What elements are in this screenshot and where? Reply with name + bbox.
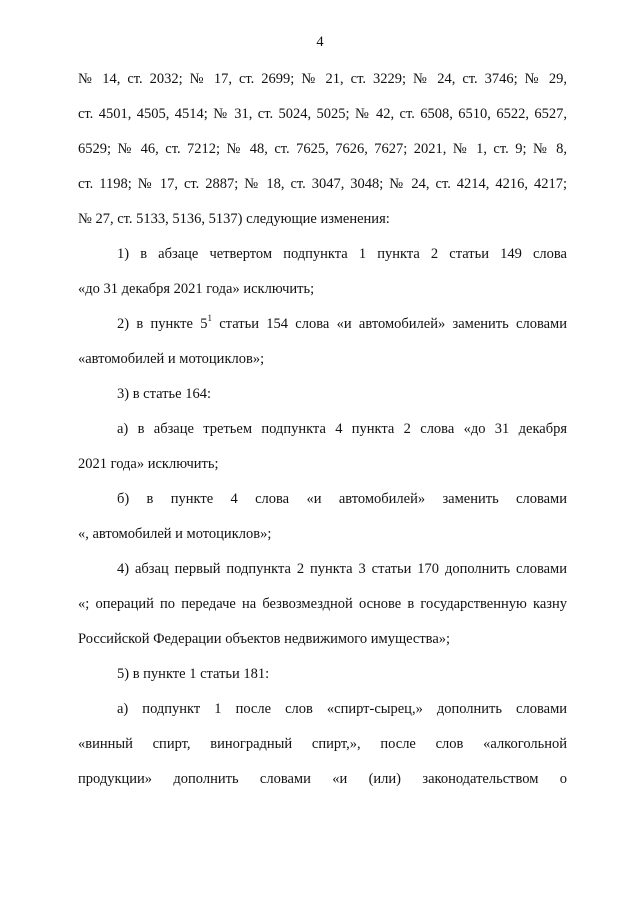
page-number: 4 — [316, 34, 324, 50]
item2-after: статьи 154 слова «и автомобилей» заменить словами — [211, 316, 567, 332]
text-line: ст. 1198; № 17, ст. 2887; № 18, ст. 3047, 3048; № 24, ст. 4214, 4216, 4217; — [78, 176, 567, 192]
text-line: б) в пункте 4 слова «и автомобилей» заменить словами — [117, 491, 567, 507]
text-line: 2021 года» исключить; — [78, 456, 219, 472]
text-line: 6529; № 46, ст. 7212; № 48, ст. 7625, 7626, 7627; 2021, № 1, ст. 9; № 8, — [78, 141, 567, 157]
text-line: Российской Федерации объектов недвижимого имущества»; — [78, 631, 451, 647]
item2-superscript: 1 — [207, 313, 212, 324]
text-line: 1) в абзаце четвертом подпункта 1 пункта 2 статьи 149 слова — [117, 246, 567, 262]
text-line: № 27, ст. 5133, 5136, 5137) следующие изменения: — [78, 211, 390, 227]
text-line: «; операций по передаче на безвозмездной основе в государственную казну — [78, 596, 567, 612]
text-line: «, автомобилей и мотоциклов»; — [78, 526, 272, 542]
text-line-item-2 — [117, 315, 567, 333]
text-line: 5) в пункте 1 статьи 181: — [117, 666, 270, 682]
text-line: «до 31 декабря 2021 года» исключить; — [78, 281, 315, 297]
text-line: а) в абзаце третьем подпункта 4 пункта 2 слова «до 31 декабря — [117, 421, 567, 437]
text-line: продукции» дополнить словами «и (или) законодательством о — [78, 771, 567, 787]
text-line: «автомобилей и мотоциклов»; — [78, 351, 265, 367]
text-line: 3) в статье 164: — [117, 386, 211, 402]
text-line: 4) абзац первый подпункта 2 пункта 3 статьи 170 дополнить словами — [117, 561, 567, 577]
item2-before: 2) в пункте 5 — [117, 316, 208, 332]
text-line: «винный спирт, виноградный спирт,», после слов «алкогольной — [78, 736, 567, 752]
text-line: № 14, ст. 2032; № 17, ст. 2699; № 21, ст. 3229; № 24, ст. 3746; № 29, — [78, 71, 567, 87]
text-line: а) подпункт 1 после слов «спирт-сырец,» дополнить словами — [117, 701, 567, 717]
text-line: ст. 4501, 4505, 4514; № 31, ст. 5024, 5025; № 42, ст. 6508, 6510, 6522, 6527, — [78, 106, 567, 122]
